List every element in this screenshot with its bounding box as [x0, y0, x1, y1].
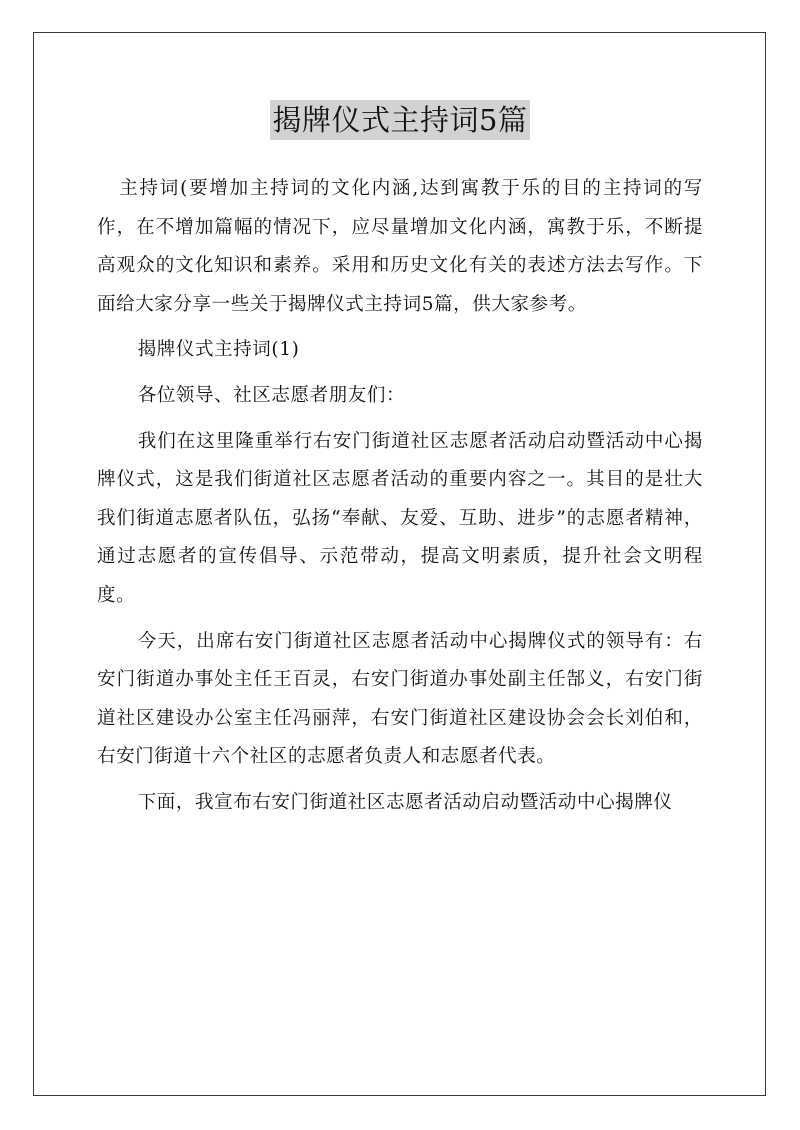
body-paragraph: 今天，出席右安门街道社区志愿者活动中心揭牌仪式的领导有：右安门街道办事处主任王百灵，右安门街道办事处副主任郜义，右安门街道社区建设办公室主任冯丽萍，右安门街道社区建设协会会长刘伯和，右安门街道十六个社区的志愿者负责人和志愿者代表。	[97, 630, 703, 768]
intro-paragraph: 主持词(要增加主持词的文化内涵,达到寓教于乐的目的主持词的写作，在不增加篇幅的情况下，应尽量增加文化内涵，寓教于乐，不断提高观众的文化知识和素养。采用和历史文化有关的表述方法去写作。下面给大家分享一些关于揭牌仪式主持词5篇，供大家参考。	[97, 178, 703, 315]
section-heading: 揭牌仪式主持词(1)	[137, 339, 300, 361]
body-paragraph: 我们在这里隆重举行右安门街道社区志愿者活动启动暨活动中心揭牌仪式，这是我们街道社区志愿者活动的重要内容之一。其目的是壮大我们街道志愿者队伍，弘扬“奉献、友爱、互助、进步”的志愿者精神，通过志愿者的宣传倡导、示范带动，提高文明素质，提升社会文明程度。	[97, 430, 703, 606]
salutation: 各位领导、社区志愿者朋友们：	[137, 384, 406, 406]
document-body	[97, 170, 703, 830]
document-title: 揭牌仪式主持词5篇	[270, 100, 531, 140]
title-container	[0, 100, 800, 140]
body-paragraph: 下面，我宣布右安门街道社区志愿者活动启动暨活动中心揭牌仪	[137, 791, 673, 813]
